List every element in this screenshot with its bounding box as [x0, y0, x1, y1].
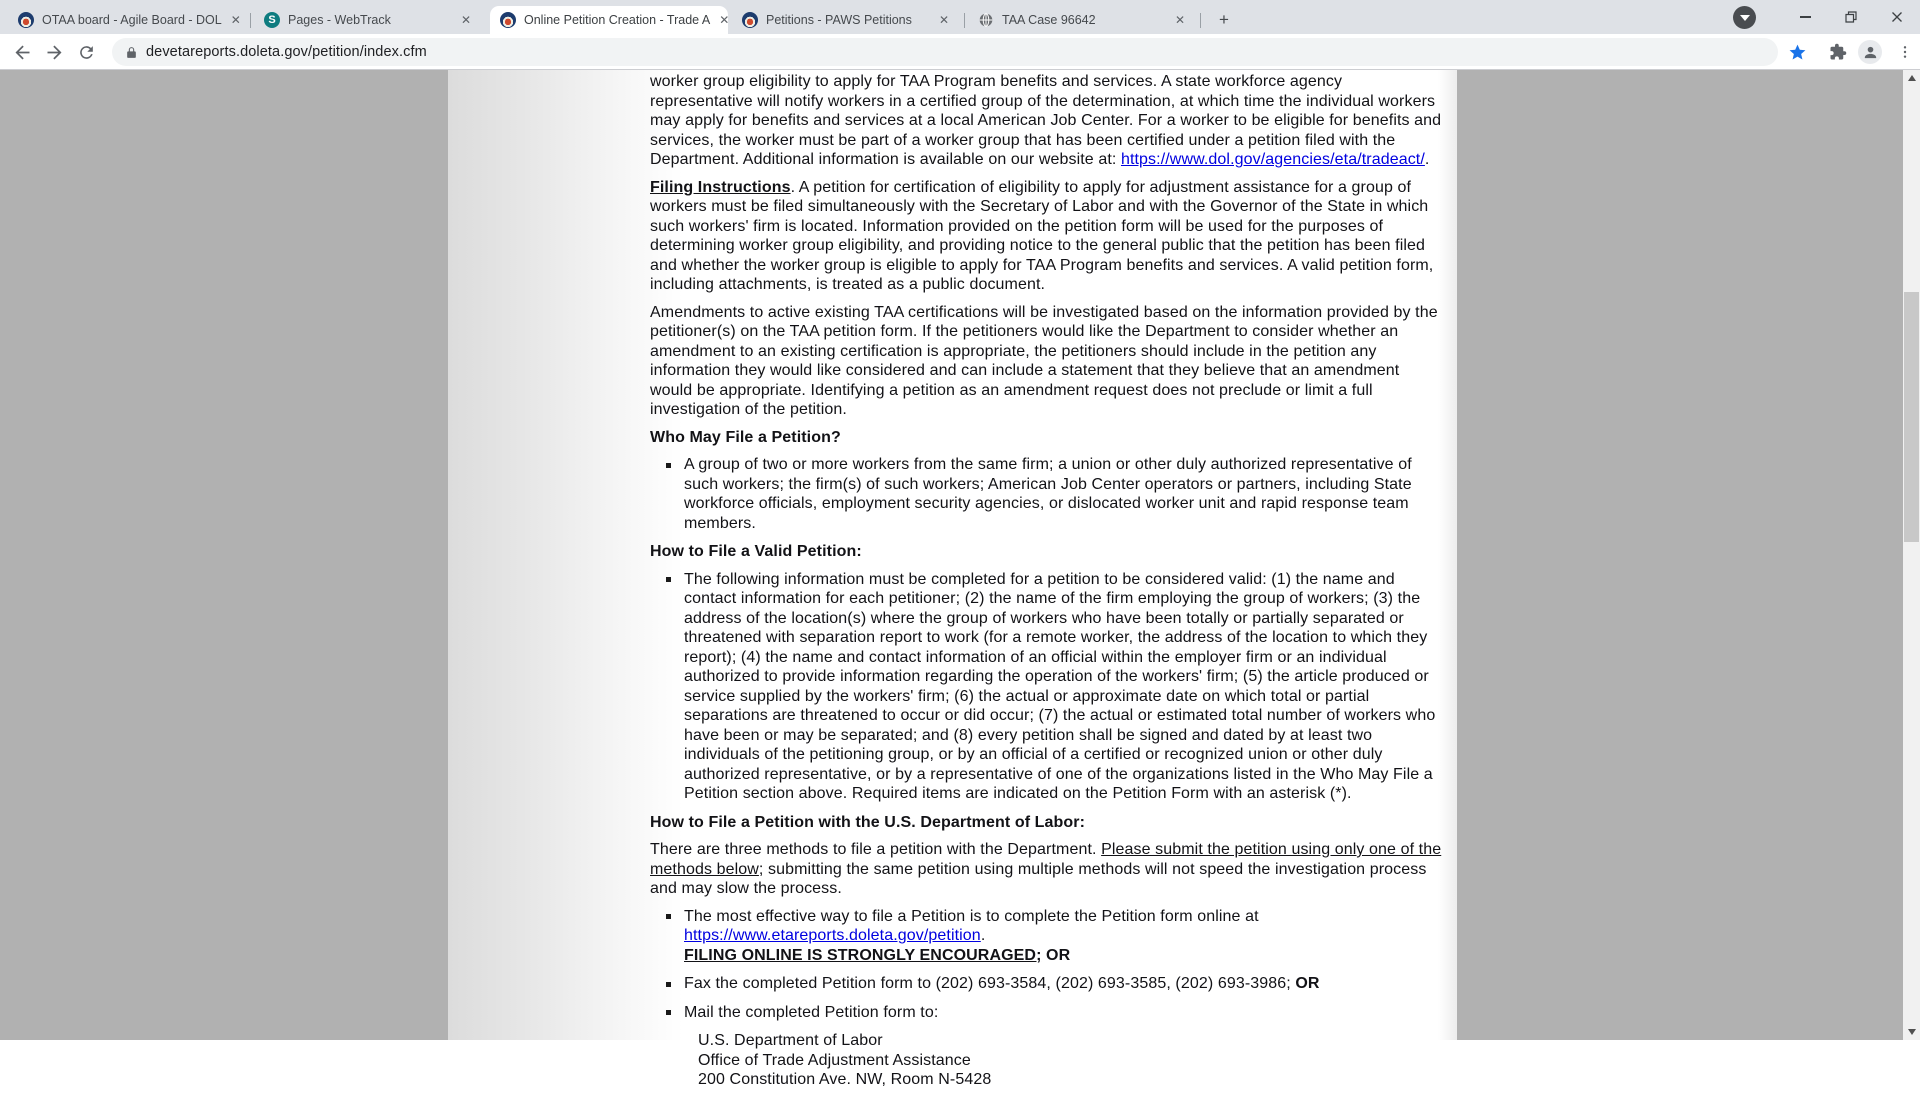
- online-method-text: The most effective way to file a Petition is to complete the Petition form online at: [684, 907, 1259, 925]
- tab-separator: [1200, 13, 1201, 28]
- address-line: Office of Trade Adjustment Assistance: [698, 1051, 971, 1069]
- url-text: devetareports.doleta.gov/petition/index.cfm: [146, 44, 427, 60]
- tab-title: OTAA board - Agile Board - DOL: [42, 13, 222, 27]
- extensions-button[interactable]: [1826, 40, 1850, 64]
- file-with-dol-heading: How to File a Petition with the U.S. Department of Labor:: [650, 813, 1086, 831]
- right-gray-band: [1457, 70, 1903, 1040]
- tab-webtrack[interactable]: [254, 6, 482, 34]
- page-viewport: [0, 70, 1920, 1088]
- puzzle-piece-icon: [1829, 43, 1847, 61]
- back-arrow-icon: [12, 42, 33, 63]
- address-line: U.S. Department of Labor: [698, 1032, 883, 1049]
- three-dot-menu-icon: [1897, 44, 1913, 60]
- address-line-clipped: 200 Constitution Ave. NW, Room N-5428: [698, 1071, 992, 1088]
- url-bar[interactable]: [112, 38, 1778, 66]
- chevron-down-circle-icon[interactable]: [1733, 6, 1756, 29]
- tab-close-icon[interactable]: ✕: [719, 13, 730, 27]
- tab-online-petition-active[interactable]: [490, 6, 728, 34]
- filing-online-emphasis: FILING ONLINE IS STRONGLY ENCOURAGED;: [684, 946, 1042, 964]
- fax-method-item: [666, 974, 1443, 994]
- valid-petition-list: [650, 570, 1443, 804]
- mail-method-text: Mail the completed Petition form to:: [684, 1003, 939, 1021]
- back-button[interactable]: [10, 40, 34, 64]
- methods-list: [650, 907, 1443, 1090]
- restore-icon: [1845, 11, 1857, 23]
- tab-separator: [250, 13, 251, 28]
- tab-close-icon[interactable]: ✕: [938, 13, 950, 27]
- padlock-icon: [125, 46, 138, 59]
- close-window-button[interactable]: [1874, 0, 1920, 34]
- tab-separator: [964, 13, 965, 28]
- browser-titlebar: [0, 0, 1920, 34]
- tab-close-icon[interactable]: ✕: [230, 13, 241, 27]
- scrollbar-thumb[interactable]: [1904, 292, 1919, 542]
- mail-method-item: [666, 1003, 1443, 1090]
- filing-online-or: OR: [1041, 946, 1071, 964]
- scroll-down-button[interactable]: [1903, 1023, 1920, 1040]
- list-item: A group of two or more workers from the same firm; a union or other duly authorized representative of such workers; the firm(s) of such workers; American Job Center operators or partners, including State workforce officials, employment security agencies, or dislocated worker unit and rapid response team members.: [666, 455, 1443, 533]
- intro-paragraph-clipped: [650, 72, 1443, 170]
- who-may-file-list: [650, 455, 1443, 533]
- filing-instructions-paragraph: [650, 178, 1443, 295]
- amendments-paragraph: Amendments to active existing TAA certifications will be investigated based on the information provided by the petitioner(s) on the TAA petition form. If the petitioners would like the Department to consider whether an amendment to an existing certification is appropriate, the petitioners should include in the petition any information they would like considered and can include a statement that they believe that an amendment would be appropriate. Identifying a petition as an amendment request does not preclude or limit a full investigation of the petition.: [650, 303, 1438, 418]
- intro-suffix: .: [1424, 151, 1430, 168]
- tab-close-icon[interactable]: ✕: [460, 13, 472, 27]
- bookmark-button[interactable]: [1785, 40, 1809, 64]
- minimize-icon: [1800, 16, 1811, 18]
- browser-menu-button[interactable]: [1893, 40, 1917, 64]
- filing-instructions-lead: Filing Instructions: [650, 178, 791, 196]
- list-item: The following information must be completed for a petition to be considered valid: (1) the name and contact information for each petitioner; (2) the name of the firm employing the group of workers; (3) the address of the location(s) where the group of workers who have been totally or partially separated or threatened with separation report to work (for a remote worker, the address of the location to which they report); (4) the name and contact information of an official within the employer firm or an individual authorized to provide information regarding the operation of the workers' firm; (5) the article produced or service supplied by the workers' firm; (6) the actual or approximate date on which total or partial separations are threatened to occur or did occur; (7) the actual or estimated total number of workers who have been or may be separated; and (8) every petition shall be signed and dated by at least two individuals of the petitioning group, or by an official of a certified or recognized union or other duly authorized representative, or by a representative of one of the organizations listed in the Who May File a Petition section above. Required items are indicated on the Petition Form with an asterisk (*).: [666, 570, 1443, 804]
- tab-title: TAA Case 96642: [1002, 13, 1096, 27]
- online-method-item: [666, 907, 1443, 966]
- valid-petition-heading: How to File a Valid Petition:: [650, 543, 862, 560]
- tab-title: Online Petition Creation - Trade A: [524, 13, 711, 27]
- tradeact-link[interactable]: https://www.dol.gov/agencies/eta/tradeact/: [1120, 151, 1425, 168]
- tab-otaa-board[interactable]: [8, 6, 246, 34]
- methods-intro-before: There are three methods to file a petition with the Department.: [650, 841, 1102, 858]
- fax-or: OR: [1295, 975, 1320, 992]
- browser-toolbar: [0, 34, 1920, 70]
- fax-method-text: Fax the completed Petition form to (202) 693-3584, (202) 693-3585, (202) 693-3986;: [684, 975, 1296, 992]
- tab-close-icon[interactable]: ✕: [1174, 13, 1186, 27]
- scroll-up-button[interactable]: [1903, 70, 1920, 87]
- page-background: [448, 70, 1457, 1088]
- etareports-petition-link[interactable]: https://www.etareports.doleta.gov/petition: [684, 927, 981, 944]
- reload-icon: [77, 43, 96, 62]
- forward-button[interactable]: [42, 40, 66, 64]
- methods-intro-after: ; submitting the same petition using multiple methods will not speed the investigation process and may slow the process.: [650, 860, 1427, 897]
- filing-instructions-body: . A petition for certification of eligibility to apply for adjustment assistance for a group of workers must be filed simultaneously with the Secretary of Labor and with the Governor of the State in which such workers' firm is located. Information provided on the petition form will be used for the purposes of determining worker group eligibility, and providing notice to the general public that the petition has been filed and whether the worker group is eligible to apply for TAA Program benefits and services. A valid petition form, including attachments, is treated as a public document.: [650, 178, 1434, 293]
- window-controls: [1733, 0, 1920, 34]
- restore-button[interactable]: [1828, 0, 1874, 34]
- scroll-up-arrow-icon: [1908, 71, 1916, 81]
- dol-seal-favicon-icon: [18, 12, 34, 28]
- dol-seal-favicon-icon: [742, 12, 758, 28]
- tab-title: Pages - WebTrack: [288, 13, 391, 27]
- mailing-address: [698, 1031, 1443, 1090]
- petition-article: [650, 70, 1443, 1099]
- minimize-button[interactable]: [1782, 0, 1828, 34]
- who-may-file-heading: Who May File a Petition?: [650, 428, 841, 446]
- profile-avatar[interactable]: [1858, 40, 1882, 64]
- tab-taa-case[interactable]: [968, 6, 1196, 34]
- tab-title: Petitions - PAWS Petitions: [766, 13, 912, 27]
- sharepoint-favicon-icon: S: [264, 12, 280, 28]
- forward-arrow-icon: [44, 42, 65, 63]
- vertical-scrollbar[interactable]: [1903, 70, 1920, 1040]
- person-icon: [1862, 44, 1879, 61]
- dol-seal-favicon-icon: [500, 12, 516, 28]
- methods-intro-underlined: Please submit the petition using only one of the methods below: [650, 841, 1442, 878]
- scroll-down-arrow-icon: [1908, 1029, 1916, 1039]
- tab-paws-petitions[interactable]: [732, 6, 960, 34]
- reload-button[interactable]: [74, 40, 98, 64]
- methods-intro-paragraph: [650, 840, 1443, 899]
- online-link-suffix: .: [980, 927, 986, 944]
- intro-text: worker group eligibility to apply for TAA Program benefits and services. A state workforce agency representative will notify workers in a certified group of the determination, at which time the individual workers may apply for benefits and services at a local American Job Center. For a worker to be eligible for benefits and services, the worker must be part of a worker group that has been certified under a petition filed with the Department. Additional information is available on our website at:: [650, 73, 1442, 168]
- new-tab-button[interactable]: +: [1219, 10, 1229, 29]
- star-filled-icon: [1788, 43, 1807, 62]
- left-gray-band: [0, 70, 448, 1040]
- globe-favicon-icon: [978, 12, 994, 28]
- close-icon: [1891, 11, 1903, 23]
